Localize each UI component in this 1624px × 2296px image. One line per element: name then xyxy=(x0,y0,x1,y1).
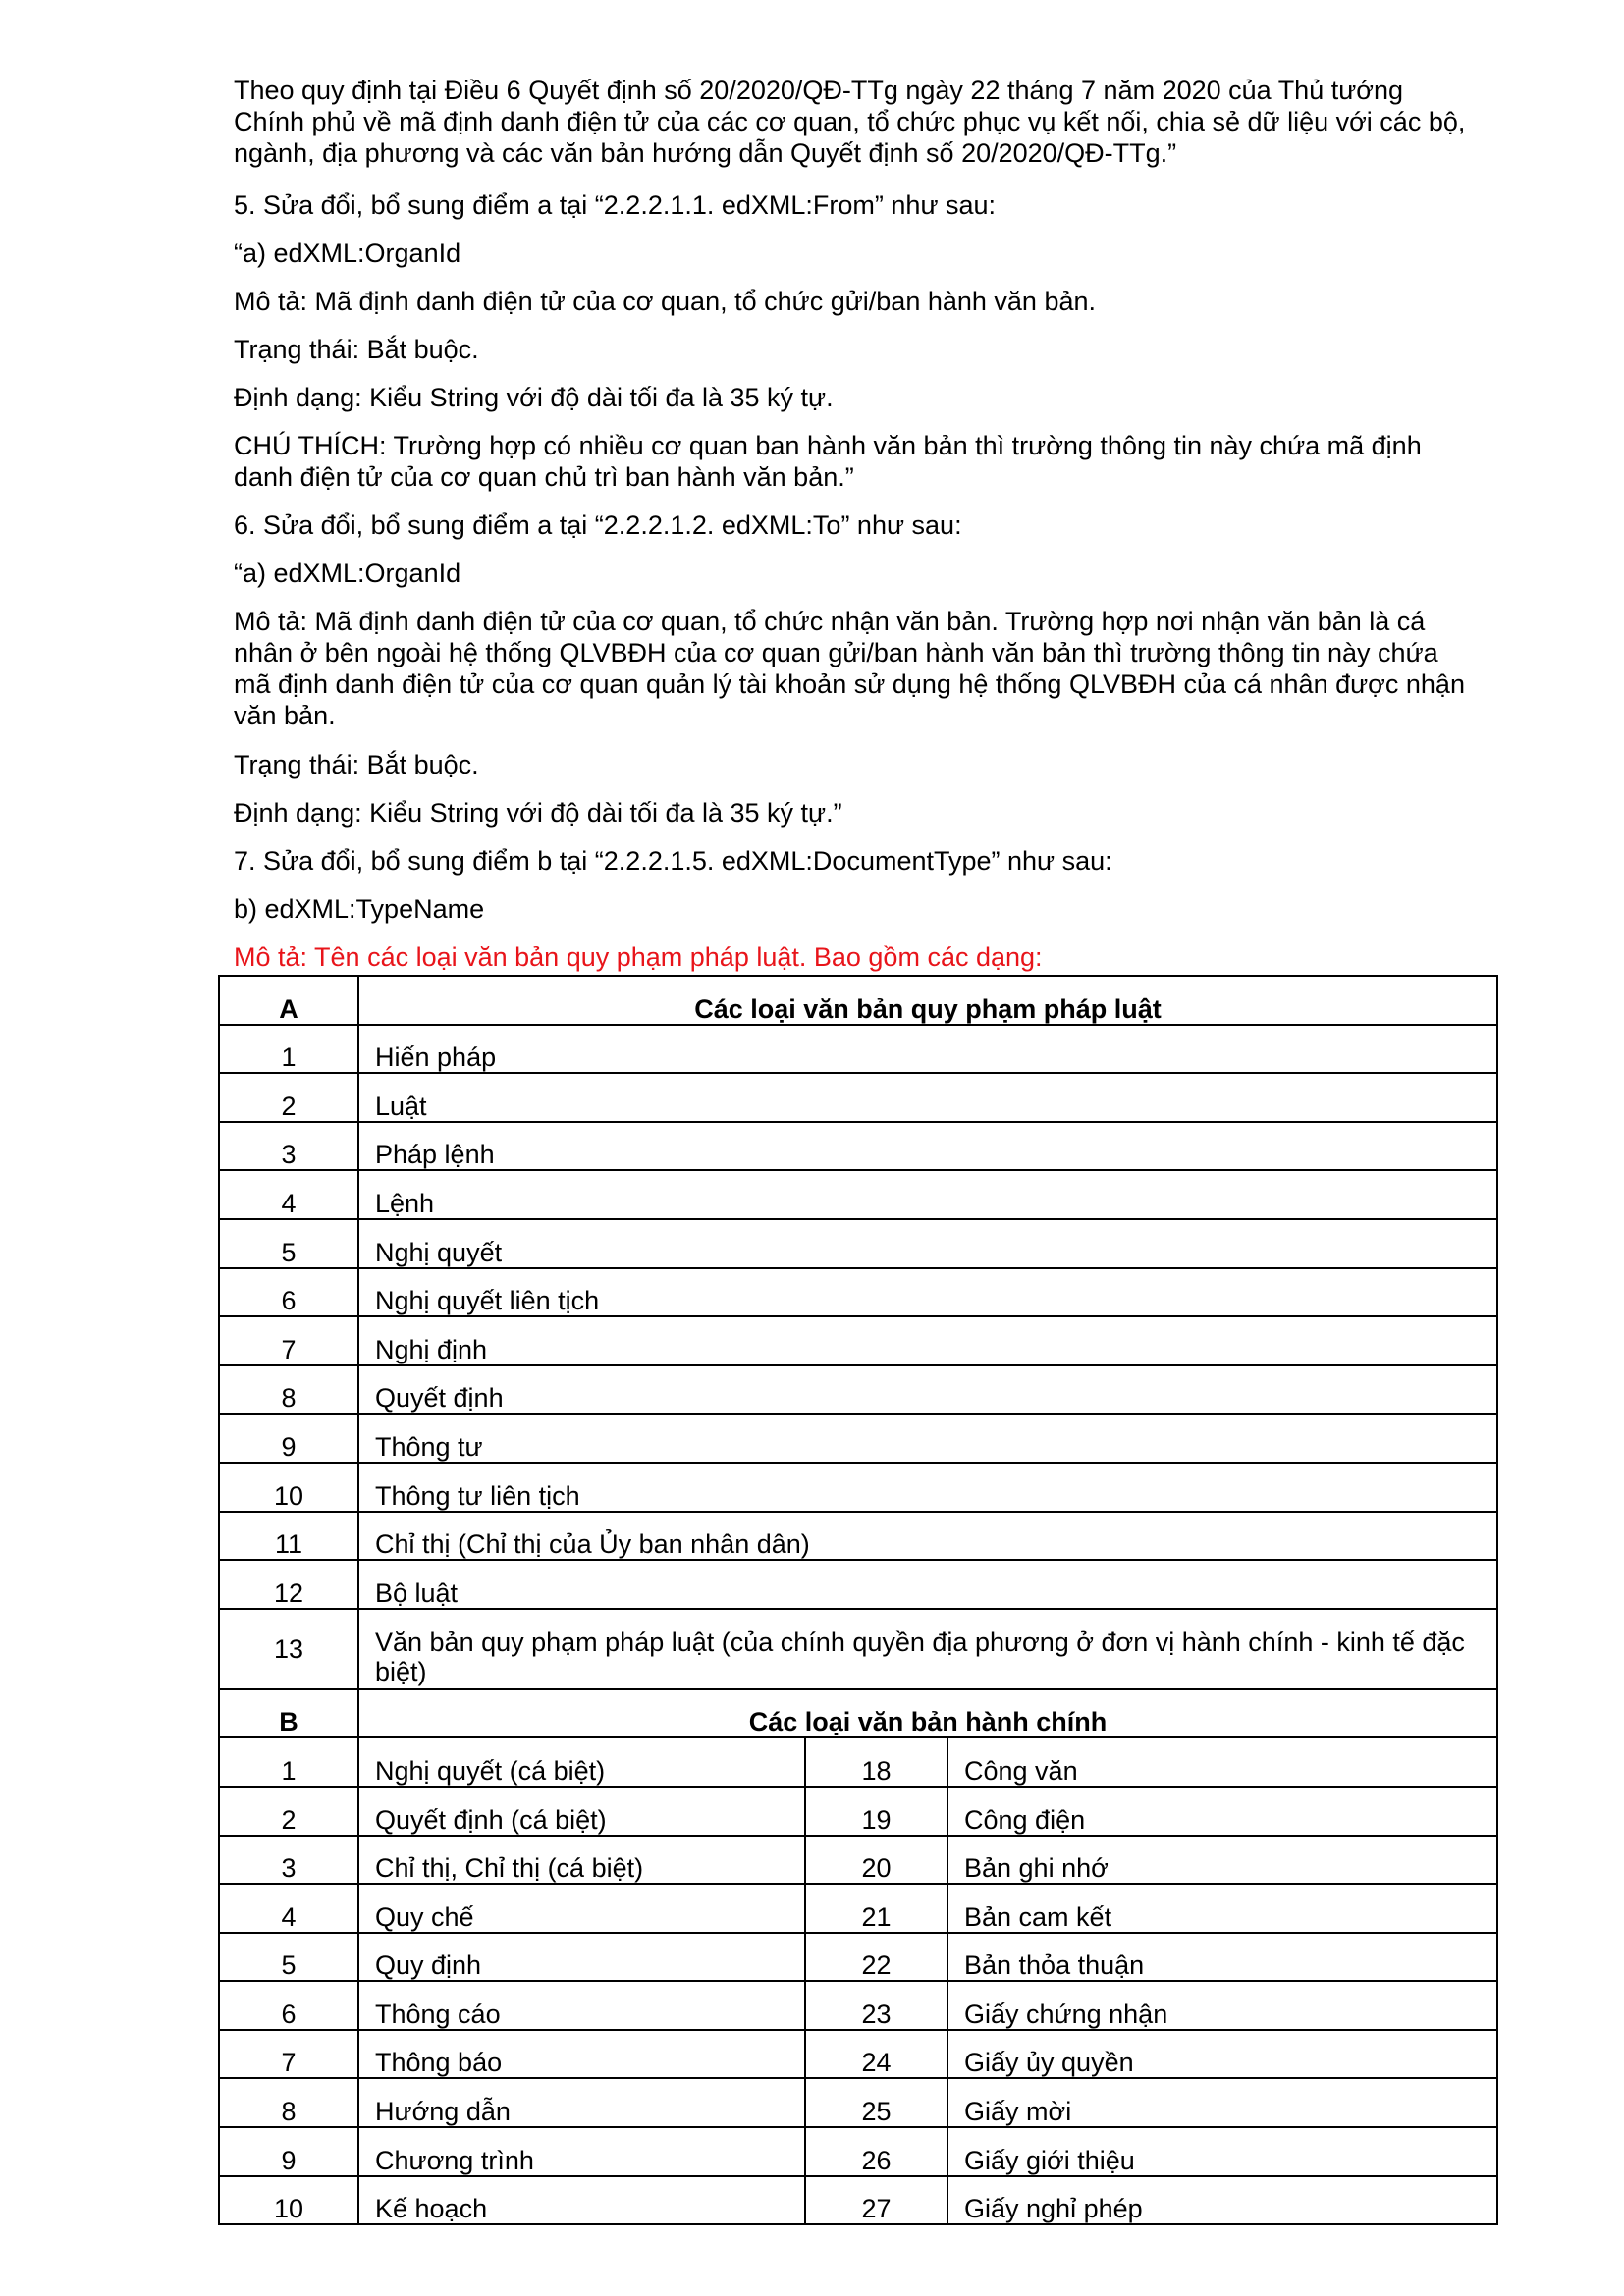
table-row xyxy=(219,1884,1497,1933)
paragraph-intro: Theo quy định tại Điều 6 Quyết định số 20/2020/QĐ-TTg ngày 22 tháng 7 năm 2020 của Thủ tướng Chính phủ về mã định danh điện tử của các cơ quan, tổ chức phục vụ kết nối, chia sẻ dữ liệu với các bộ, ngành, địa phương và các văn bản hướng dẫn Quyết định số 20/2020/QĐ-TTg.” xyxy=(234,76,1466,168)
document-type-name: Thông tư liên tịch xyxy=(358,1463,1497,1512)
paragraph-status-to: Trạng thái: Bắt buộc. xyxy=(234,750,479,779)
document-type-name: Bản ghi nhớ xyxy=(947,1836,1497,1885)
document-type-name: Bản cam kết xyxy=(947,1884,1497,1933)
paragraph-format-to: Định dạng: Kiểu String với độ dài tối đa là 35 ký tự.” xyxy=(234,798,842,828)
table-row xyxy=(219,1737,1497,1787)
row-number: 6 xyxy=(219,1981,358,2030)
row-number: 6 xyxy=(219,1268,358,1317)
row-number: 24 xyxy=(805,2030,947,2079)
row-number: 8 xyxy=(219,2078,358,2127)
row-number: 25 xyxy=(805,2078,947,2127)
section-a-header-row xyxy=(219,976,1497,1025)
document-type-name: Nghị quyết xyxy=(358,1219,1497,1268)
document-type-name: Công văn xyxy=(947,1737,1497,1787)
table-row xyxy=(219,1268,1497,1317)
row-number: 23 xyxy=(805,1981,947,2030)
row-number: 9 xyxy=(219,1414,358,1463)
row-number: 2 xyxy=(219,1787,358,1836)
paragraph-typename-description: Mô tả: Tên các loại văn bản quy phạm pháp luật. Bao gồm các dạng: xyxy=(234,942,1043,972)
paragraph-typename: b) edXML:TypeName xyxy=(234,894,485,924)
document-type-table xyxy=(218,975,1498,2225)
row-number: 10 xyxy=(219,1463,358,1512)
row-number: 5 xyxy=(219,1219,358,1268)
paragraph-description-from: Mô tả: Mã định danh điện tử của cơ quan, tổ chức gửi/ban hành văn bản. xyxy=(234,287,1096,316)
document-type-name: Quy chế xyxy=(358,1884,805,1933)
paragraph-description-to: Mô tả: Mã định danh điện tử của cơ quan, tổ chức nhận văn bản. Trường hợp nơi nhận văn bản là cá nhân ở bên ngoài hệ thống QLVBĐH của cơ quan gửi/ban hành văn bản thì trường thông tin này chứa mã định danh điện tử của cơ quan quản lý tài khoản sử dụng hệ thống QLVBĐH của cá nhân được nhận văn bản. xyxy=(234,607,1465,730)
document-type-name: Bản thỏa thuận xyxy=(947,1933,1497,1982)
paragraph-status-from: Trạng thái: Bắt buộc. xyxy=(234,335,479,364)
document-type-name: Hướng dẫn xyxy=(358,2078,805,2127)
section-a-letter: A xyxy=(219,976,358,1025)
row-number: 20 xyxy=(805,1836,947,1885)
table-row xyxy=(219,1170,1497,1219)
document-type-name: Quyết định xyxy=(358,1365,1497,1415)
table-row xyxy=(219,1073,1497,1122)
document-type-name: Giấy mời xyxy=(947,2078,1497,2127)
row-number: 12 xyxy=(219,1560,358,1609)
row-number: 22 xyxy=(805,1933,947,1982)
row-number: 4 xyxy=(219,1170,358,1219)
row-number: 27 xyxy=(805,2176,947,2225)
document-type-name: Giấy ủy quyền xyxy=(947,2030,1497,2079)
table-row xyxy=(219,1414,1497,1463)
section-b-heading: Các loại văn bản hành chính xyxy=(358,1689,1497,1738)
row-number: 1 xyxy=(219,1737,358,1787)
table-row xyxy=(219,2078,1497,2127)
paragraph-organid-to: “a) edXML:OrganId xyxy=(234,559,461,588)
table-row xyxy=(219,1787,1497,1836)
row-number: 4 xyxy=(219,1884,358,1933)
document-type-name: Nghị quyết (cá biệt) xyxy=(358,1737,805,1787)
row-number: 21 xyxy=(805,1884,947,1933)
row-number: 11 xyxy=(219,1512,358,1561)
document-type-name: Hiến pháp xyxy=(358,1025,1497,1074)
document-type-name: Luật xyxy=(358,1073,1497,1122)
row-number: 3 xyxy=(219,1836,358,1885)
row-number: 18 xyxy=(805,1737,947,1787)
row-number: 1 xyxy=(219,1025,358,1074)
row-number: 3 xyxy=(219,1122,358,1171)
table-row xyxy=(219,1512,1497,1561)
document-type-name: Thông cáo xyxy=(358,1981,805,2030)
paragraph-item-7: 7. Sửa đổi, bổ sung điểm b tại “2.2.2.1.5. edXML:DocumentType” như sau: xyxy=(234,846,1112,876)
row-number: 13 xyxy=(219,1609,358,1689)
table-row xyxy=(219,1560,1497,1609)
document-type-name: Chỉ thị (Chỉ thị của Ủy ban nhân dân) xyxy=(358,1512,1497,1561)
document-type-name: Giấy nghỉ phép xyxy=(947,2176,1497,2225)
row-number: 2 xyxy=(219,1073,358,1122)
paragraph-item-6: 6. Sửa đổi, bổ sung điểm a tại “2.2.2.1.2. edXML:To” như sau: xyxy=(234,510,962,540)
table-row xyxy=(219,1122,1497,1171)
document-type-name: Giấy giới thiệu xyxy=(947,2127,1497,2176)
document-type-name: Pháp lệnh xyxy=(358,1122,1497,1171)
paragraph-format-from: Định dạng: Kiểu String với độ dài tối đa là 35 ký tự. xyxy=(234,383,834,412)
section-b-letter: B xyxy=(219,1689,358,1738)
document-type-name: Văn bản quy phạm pháp luật (của chính quyền địa phương ở đơn vị hành chính - kinh tế đặc biệt) xyxy=(358,1609,1497,1689)
table-row xyxy=(219,2127,1497,2176)
table-row xyxy=(219,1836,1497,1885)
document-type-name: Chỉ thị, Chỉ thị (cá biệt) xyxy=(358,1836,805,1885)
row-number: 8 xyxy=(219,1365,358,1415)
row-number: 19 xyxy=(805,1787,947,1836)
document-type-name: Quy định xyxy=(358,1933,805,1982)
table-row xyxy=(219,1025,1497,1074)
document-type-name: Chương trình xyxy=(358,2127,805,2176)
table-row xyxy=(219,1365,1497,1415)
paragraph-organid-from: “a) edXML:OrganId xyxy=(234,239,461,268)
row-number: 10 xyxy=(219,2176,358,2225)
row-number: 7 xyxy=(219,1316,358,1365)
document-type-table-body xyxy=(219,976,1497,2224)
document-type-name: Kế hoạch xyxy=(358,2176,805,2225)
document-type-name: Quyết định (cá biệt) xyxy=(358,1787,805,1836)
document-type-name: Lệnh xyxy=(358,1170,1497,1219)
paragraph-note-from: CHÚ THÍCH: Trường hợp có nhiều cơ quan ban hành văn bản thì trường thông tin này chứa mã định danh điện tử của cơ quan chủ trì ban hành văn bản.” xyxy=(234,431,1422,492)
table-row xyxy=(219,1463,1497,1512)
document-type-name: Bộ luật xyxy=(358,1560,1497,1609)
table-row xyxy=(219,1933,1497,1982)
table-row xyxy=(219,1981,1497,2030)
table-row xyxy=(219,2176,1497,2225)
table-row xyxy=(219,2030,1497,2079)
table-row xyxy=(219,1609,1497,1689)
row-number: 9 xyxy=(219,2127,358,2176)
document-type-name: Thông tư xyxy=(358,1414,1497,1463)
document-type-name: Giấy chứng nhận xyxy=(947,1981,1497,2030)
row-number: 7 xyxy=(219,2030,358,2079)
document-type-name: Thông báo xyxy=(358,2030,805,2079)
document-type-name: Công điện xyxy=(947,1787,1497,1836)
row-number: 5 xyxy=(219,1933,358,1982)
table-row xyxy=(219,1316,1497,1365)
document-type-name: Nghị định xyxy=(358,1316,1497,1365)
document-type-name: Nghị quyết liên tịch xyxy=(358,1268,1497,1317)
row-number: 26 xyxy=(805,2127,947,2176)
table-row xyxy=(219,1219,1497,1268)
paragraph-item-5: 5. Sửa đổi, bổ sung điểm a tại “2.2.2.1.1. edXML:From” như sau: xyxy=(234,190,997,220)
section-a-heading: Các loại văn bản quy phạm pháp luật xyxy=(358,976,1497,1025)
section-b-header-row xyxy=(219,1689,1497,1738)
